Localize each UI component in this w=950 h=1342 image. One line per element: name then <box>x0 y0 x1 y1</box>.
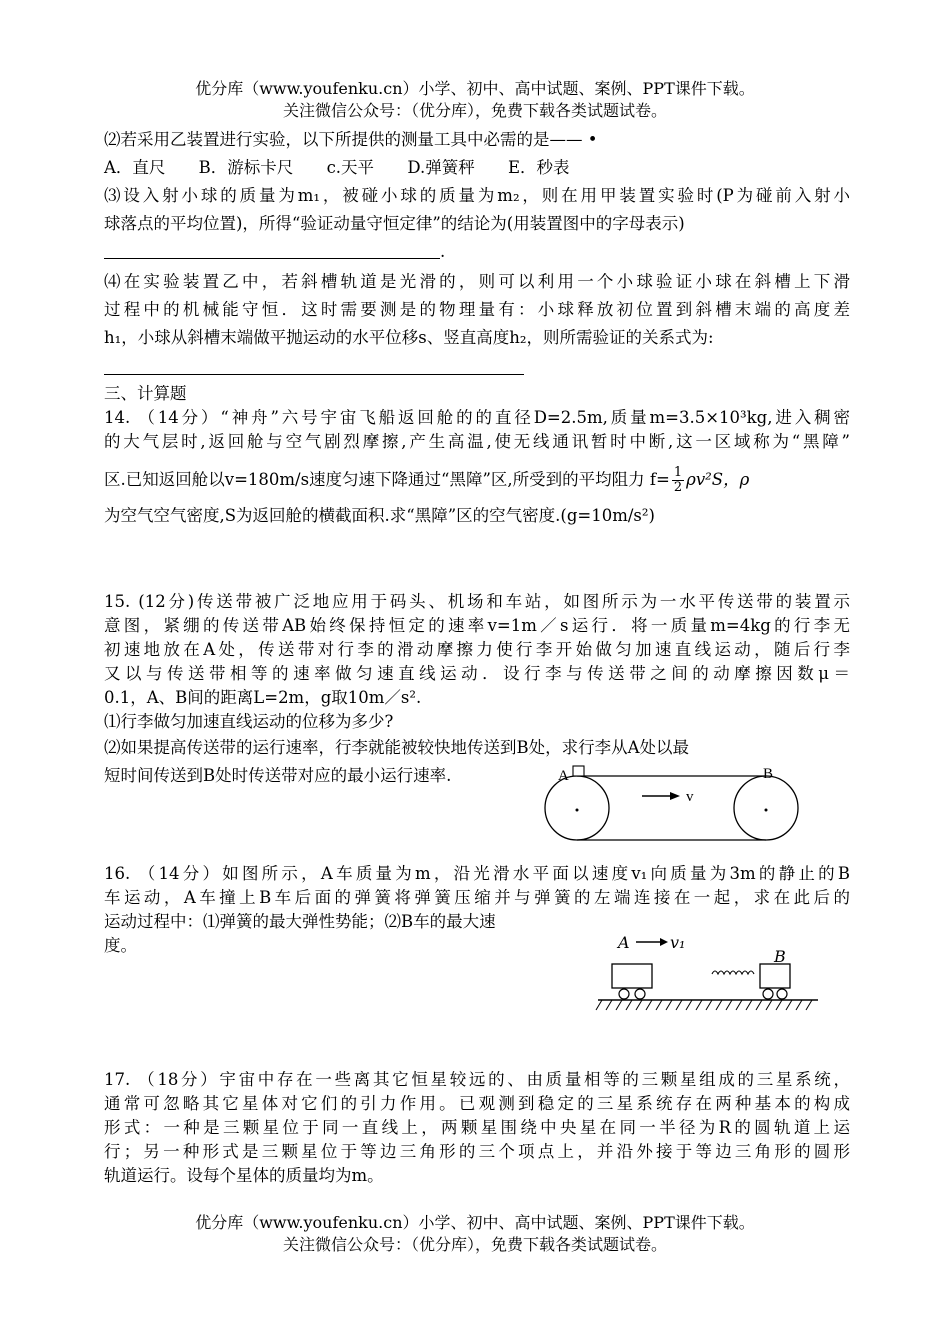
answer-blank-part4 <box>104 374 524 375</box>
q17-line3: 形式：一种是三颗星位于同一直线上，两颗星围绕中央星在同一半径为R的圆轨道上运 <box>104 1118 850 1137</box>
q14-formula-tail: ρv²S，ρ <box>686 470 750 489</box>
cart-b-body <box>760 964 790 988</box>
cart-b-wheel-left <box>763 989 773 999</box>
label-a: A <box>558 768 569 784</box>
q17-line1: 17. （18分）宇宙中存在一些离其它恒星较远的、由质量相等的三颗星组成的三星系统， <box>104 1070 850 1089</box>
luggage-box <box>573 766 584 776</box>
right-axle <box>765 809 768 812</box>
cart-b-wheel-right <box>777 989 787 999</box>
label-v: v <box>686 789 694 805</box>
cart-a-velocity-label: v₁ <box>670 933 686 952</box>
fraction-numerator: 1 <box>673 465 683 480</box>
q15-sub2-line1: ⑵如果提高传送带的运行速率，行李就能被较快地传送到B处，求行李从A处以最 <box>104 738 690 757</box>
q15-line1: 15. (12分)传送带被广泛地应用于码头、机场和车站，如图所示为一水平传送带的装置示 <box>104 592 850 611</box>
left-pulley <box>545 776 609 840</box>
cart-a-arrowhead <box>660 938 668 946</box>
option-d: D.弹簧秤 <box>407 158 475 177</box>
section-title: 三、计算题 <box>104 384 187 403</box>
q16-line3: 运动过程中：⑴弹簧的最大弹性势能；⑵B车的最大速 <box>104 912 496 931</box>
ground-hatching <box>596 1000 812 1010</box>
conveyor-belt-figure <box>540 760 820 842</box>
header-line-1: 优分库（www.youfenku.cn）小学、初中、高中试题、案例、PPT课件下载。 <box>195 79 755 98</box>
velocity-arrowhead <box>670 792 680 800</box>
q13-part3-end: . <box>440 242 446 261</box>
q16-line2: 车运动，A车撞上B车后面的弹簧将弹簧压缩并与弹簧的左端连接在一起，求在此后的 <box>104 888 850 907</box>
carts-figure <box>596 928 820 1020</box>
q13-part2: ⑵若采用乙装置进行实验，以下所提供的测量工具中必需的是—— • <box>104 130 598 149</box>
option-a: A．直尺 <box>104 158 166 177</box>
q16-line1: 16. （14分）如图所示，A车质量为m，沿光滑水平面以速度v₁向质量为3m的静止的B <box>104 864 850 883</box>
q13-part4-line3: h₁，小球从斜槽末端做平抛运动的水平位移s、竖直高度h₂，则所需验证的关系式为: <box>104 328 714 347</box>
header-line-2: 关注微信公众号：（优分库），免费下载各类试题试卷。 <box>282 101 667 120</box>
q13-part3-line2: 球落点的平均位置)，所得“验证动量守恒定律”的结论为(用装置图中的字母表示) <box>104 214 685 233</box>
q17-line5: 轨道运行。设每个星体的质量均为m。 <box>104 1166 384 1185</box>
q14-line3 <box>104 466 749 495</box>
answer-blank-part3 <box>104 258 440 259</box>
q15-sub2-line2: 短时间传送到B处时传送带对应的最小运行速率. <box>104 766 452 785</box>
footer-line-2: 关注微信公众号：（优分库），免费下载各类试题试卷。 <box>282 1235 667 1254</box>
q14-line3-text: 区.已知返回舱以v=180m/s速度匀速下降通过“黑障”区,所受到的平均阻力 f= <box>104 470 670 489</box>
q16-line4: 度。 <box>104 936 137 955</box>
q14-line4: 为空气空气密度,S为返回舱的横截面积.求“黑障”区的空气密度.(g=10m/s²) <box>104 506 655 525</box>
q13-part4-line1: ⑷在实验装置乙中，若斜槽轨道是光滑的，则可以利用一个小球验证小球在斜槽上下滑 <box>104 272 850 291</box>
q14-line1: 14. （14分）“神舟”六号宇宙飞船返回舱的的直径D=2.5m,质量m=3.5×10³kg,进入稠密 <box>104 408 850 427</box>
footer-line-1: 优分库（www.youfenku.cn）小学、初中、高中试题、案例、PPT课件下载。 <box>195 1213 755 1232</box>
q13-part3-line1: ⑶设入射小球的质量为m₁，被碰小球的质量为m₂，则在用甲装置实验时(P为碰前入射小 <box>104 186 850 205</box>
cart-a-body <box>612 964 652 988</box>
spring <box>712 971 754 974</box>
q14-line2: 的大气层时,返回舱与空气剧烈摩擦,产生高温,使无线通讯暂时中断,这一区域称为“黑障” <box>104 432 850 451</box>
option-e: E．秒表 <box>507 158 570 177</box>
q15-line4: 又以与传送带相等的速率做匀速直线运动．设行李与传送带之间的动摩擦因数μ＝ <box>104 664 850 683</box>
left-axle <box>576 809 579 812</box>
fraction-one-half <box>672 466 684 495</box>
cart-a-wheel-left <box>619 989 629 999</box>
label-b: B <box>763 766 774 782</box>
cart-a-wheel-right <box>635 989 645 999</box>
q15-sub1: ⑴行李做匀加速直线运动的位移为多少? <box>104 712 394 731</box>
cart-a-label: A <box>618 933 630 952</box>
q15-line2: 意图，紧绷的传送带AB始终保持恒定的速率v=1m／s运行．将一质量m=4kg的行李无 <box>104 616 850 635</box>
q15-line3: 初速地放在A处，传送带对行李的滑动摩擦力使行李开始做匀加速直线运动，随后行李 <box>104 640 850 659</box>
fraction-denominator: 2 <box>673 480 683 495</box>
right-pulley <box>734 776 798 840</box>
option-c: c.天平 <box>326 158 375 177</box>
q17-line2: 通常可忽略其它星体对它们的引力作用。已观测到稳定的三星系统存在两种基本的构成 <box>104 1094 850 1113</box>
q13-options <box>104 156 598 180</box>
q13-part4-line2: 过程中的机械能守恒．这时需要测是的物理量有：小球释放初位置到斜槽末端的高度差 <box>104 300 850 319</box>
q15-line5: 0.1，A、B间的距离L=2m，g取10m／s². <box>104 688 422 707</box>
option-b: B．游标卡尺 <box>198 158 294 177</box>
q17-line4: 行；另一种形式是三颗星位于等边三角形的三个项点上，并沿外接于等边三角形的圆形 <box>104 1142 850 1161</box>
cart-b-label: B <box>774 947 786 966</box>
